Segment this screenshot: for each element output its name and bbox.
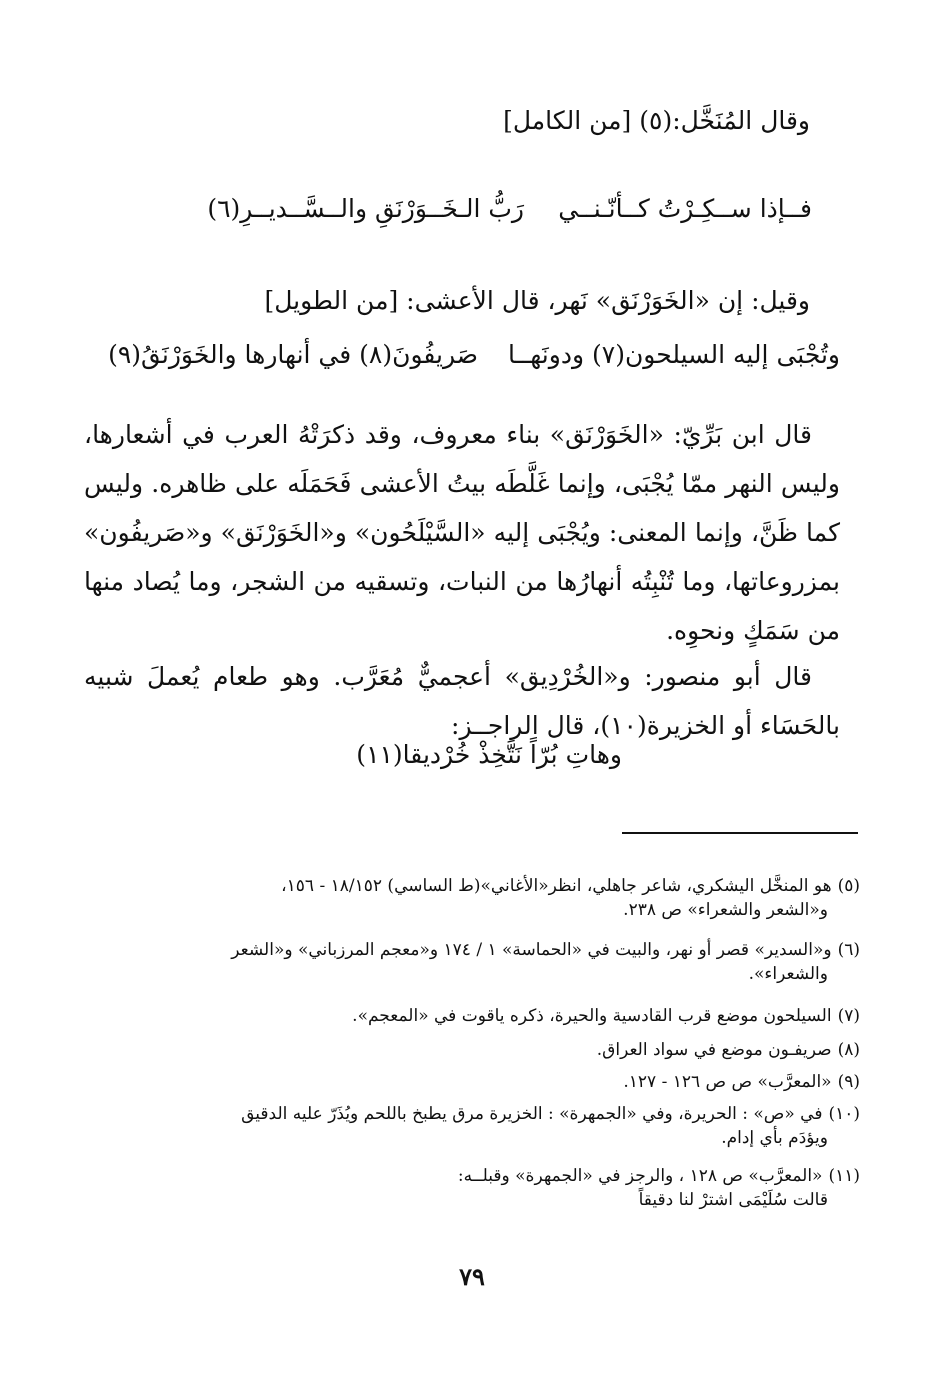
- verse-1-second-hemistich: رَبُّ الـخَــوَرْنَقِ والــسَّــديــرِ(٦): [207, 194, 524, 223]
- footnote-text: «المعرَّب» ص ص ١٢٦ - ١٢٧.: [623, 1072, 832, 1092]
- paragraph-abu-mansur: قال أبو منصور: و«الخُرْدِيق» أعجميٌّ مُعَرَّب. وهو طعام يُعملَ شبيه بالحَسَاء أو الخزيرة(١٠)، قال الراجــز:: [84, 662, 840, 740]
- footnote-text: و«السدير» قصر أو نهر، والبيت في «الحماسة» ١ / ١٧٤ و«معجم المرزباني» و«الشعر: [231, 940, 832, 960]
- verse-3: وهاتِ بُرّاً نَتَّخِذْ خُرْديقا(١١): [356, 740, 622, 769]
- footnote-continuation: و«الشعر والشعراء» ص ٢٣٨.: [623, 900, 828, 920]
- footnote-5: [160, 874, 860, 922]
- footnote-number: (١١): [828, 1166, 860, 1186]
- footnote-text: السيلحون موضع قرب القادسية والحيرة، ذكره ياقوت في «المعجم».: [352, 1006, 832, 1026]
- intro-asha: وقيل: إن «الخَوَرْنَق» نَهر، قال الأعشى: [من الطويل]: [264, 286, 810, 315]
- footnote-6: [160, 938, 860, 986]
- intro-munakhkhal: وقال المُنَخَّل:(٥) [من الكامل]: [503, 106, 810, 135]
- footnote-text: في «ص» : الحريرة، وفي «الجمهرة» : الخزيرة مرق يطبخ باللحم ويُذَرّ عليه الدقيق: [241, 1104, 823, 1124]
- footnote-10: [160, 1102, 860, 1150]
- footnote-rajaz-verse: قالت سُلَيْمَى اشترْ لنا دقيقاً: [638, 1190, 828, 1210]
- verse-2-second-hemistich: صَريفُونَ(٨) في أنهارها والخَوَرْنَقُ(٩): [108, 340, 478, 369]
- footnote-number: (٧): [837, 1006, 860, 1026]
- verse-1-first-hemistich: فــإذا ســكِـرْتُ كــأنّـنــي: [558, 194, 812, 223]
- footnote-number: (١٠): [828, 1104, 860, 1124]
- footnote-separator: [622, 832, 858, 834]
- verse-2-first-hemistich: وتُجْبَى إليه السيلحون(٧) ودونَهــا: [508, 340, 840, 369]
- footnote-text: هو المنخَّل اليشكري، شاعر جاهلي، انظر«الأغاني»(ط الساسي) ١٨/١٥٢ - ١٥٦،: [281, 876, 832, 896]
- footnote-number: (٥): [837, 876, 860, 896]
- footnote-number: (٨): [837, 1040, 860, 1060]
- footnote-9: [160, 1070, 860, 1094]
- footnote-7: [160, 1004, 860, 1028]
- footnote-number: (٦): [837, 940, 860, 960]
- footnote-number: (٩): [837, 1072, 860, 1092]
- footnote-11: [160, 1164, 860, 1212]
- footnote-continuation: ويؤدَم بأي إدام.: [721, 1128, 828, 1148]
- footnote-continuation: والشعراء».: [748, 964, 828, 984]
- footnote-text: «المعرَّب» ص ١٢٨ ، والرجز في «الجمهرة» وقبلــه:: [457, 1166, 823, 1186]
- paragraph-ibn-barri: قال ابن بَرِّيّ: «الخَوَرْنَق» بناء معروف، وقد ذكرَتْهُ العرب في أشعارها، وليس النهر ممّا يُجْبَى، وإنما غَلَّطَه بيتُ الأعشى فَحَمَلَه على ظاهره. وليس كما ظَنَّ، وإنما المعنى: ويُجْبَى إليه «السَّيْلَحُون» و«الخَوَرْنَق» و«صَريفُون» بمزروعاتها، وما تُنْبِتُه أنهارُها من النبات، وتسقيه من الشجر، وما يُصاد منها من سَمَكٍ ونحوِه.: [84, 420, 840, 645]
- page-number: ٧٩: [459, 1262, 485, 1291]
- footnote-text: صريفـون موضع في سواد العراق.: [596, 1040, 832, 1060]
- footnote-8: [160, 1038, 860, 1062]
